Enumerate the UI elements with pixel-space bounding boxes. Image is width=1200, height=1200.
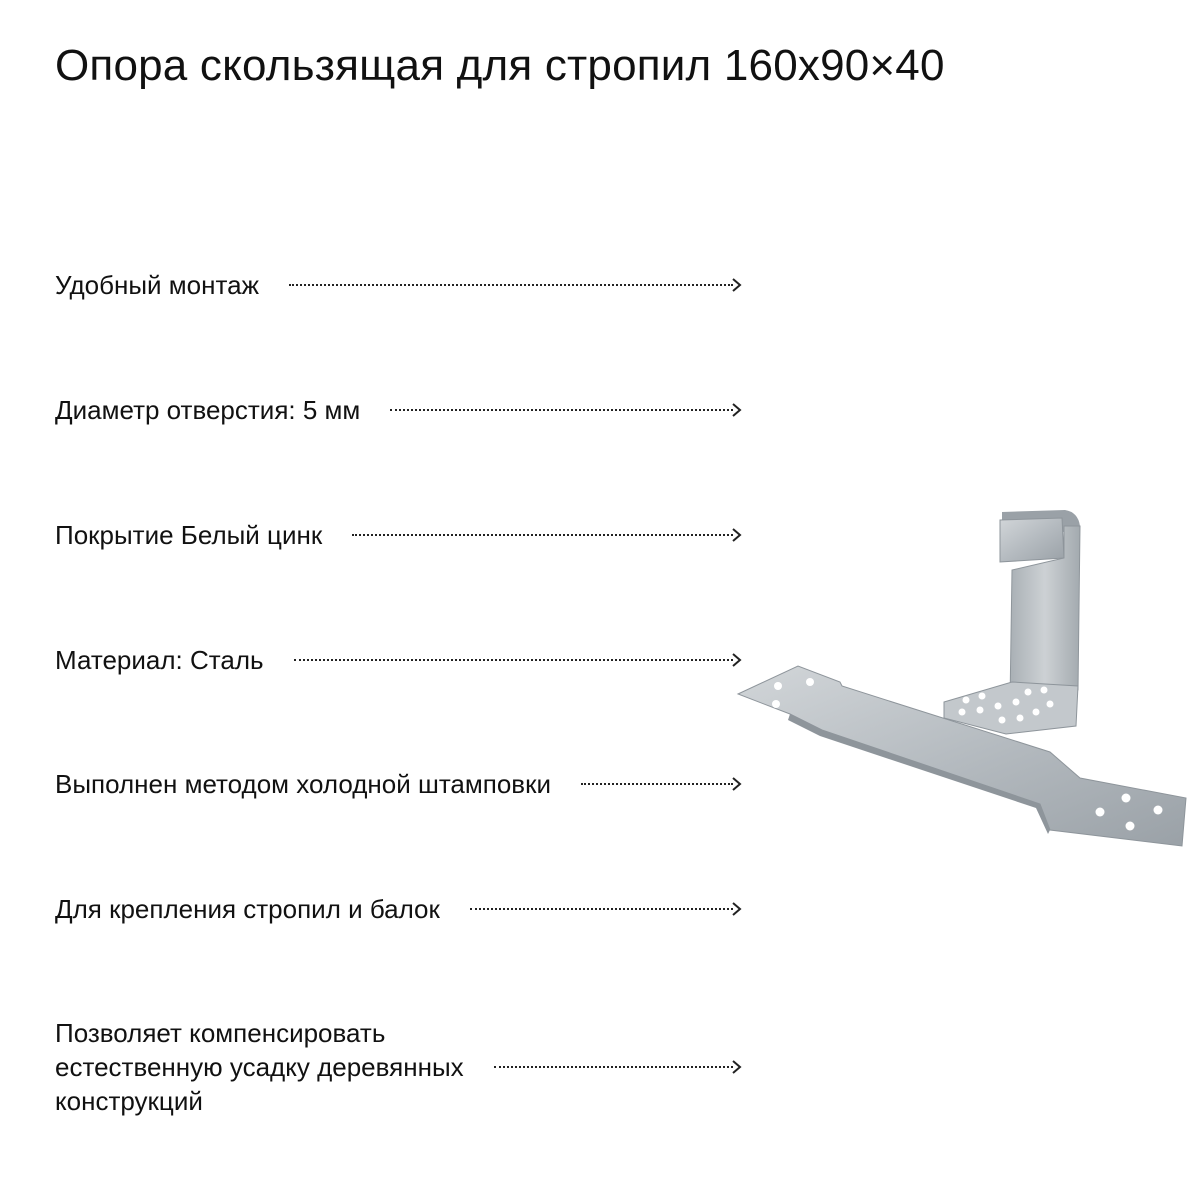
dotted-arrow-right-icon <box>390 400 743 420</box>
feature-label: Материал: Сталь <box>55 645 264 675</box>
dotted-arrow-right-icon <box>289 275 743 295</box>
feature-label: Удобный монтаж <box>55 270 259 300</box>
feature-label: Выполнен методом холодной штамповки <box>55 769 552 799</box>
bracket-part <box>944 510 1080 734</box>
feature-item <box>55 518 735 552</box>
product-image <box>730 490 1190 890</box>
slide-plate-part <box>738 666 1186 846</box>
feature-item <box>55 767 735 801</box>
feature-label: Диаметр отверстия: 5 мм <box>55 395 361 425</box>
feature-item <box>55 393 735 427</box>
dotted-arrow-right-icon <box>494 1057 743 1077</box>
feature-label: Позволяет компенсировать естественную усадку деревянных конструкций <box>55 1018 464 1116</box>
feature-item <box>55 892 735 926</box>
feature-label: Для крепления стропил и балок <box>55 894 440 924</box>
dotted-arrow-right-icon <box>294 650 743 670</box>
dotted-arrow-right-icon <box>470 899 743 919</box>
feature-label: Покрытие Белый цинк <box>55 520 323 550</box>
dotted-arrow-right-icon <box>352 525 743 545</box>
feature-item <box>55 1016 735 1118</box>
page-title: Опора скользящая для стропил 160х90×40 <box>55 41 945 90</box>
feature-item <box>55 643 735 677</box>
dotted-arrow-right-icon <box>581 774 743 794</box>
feature-item <box>55 268 735 302</box>
